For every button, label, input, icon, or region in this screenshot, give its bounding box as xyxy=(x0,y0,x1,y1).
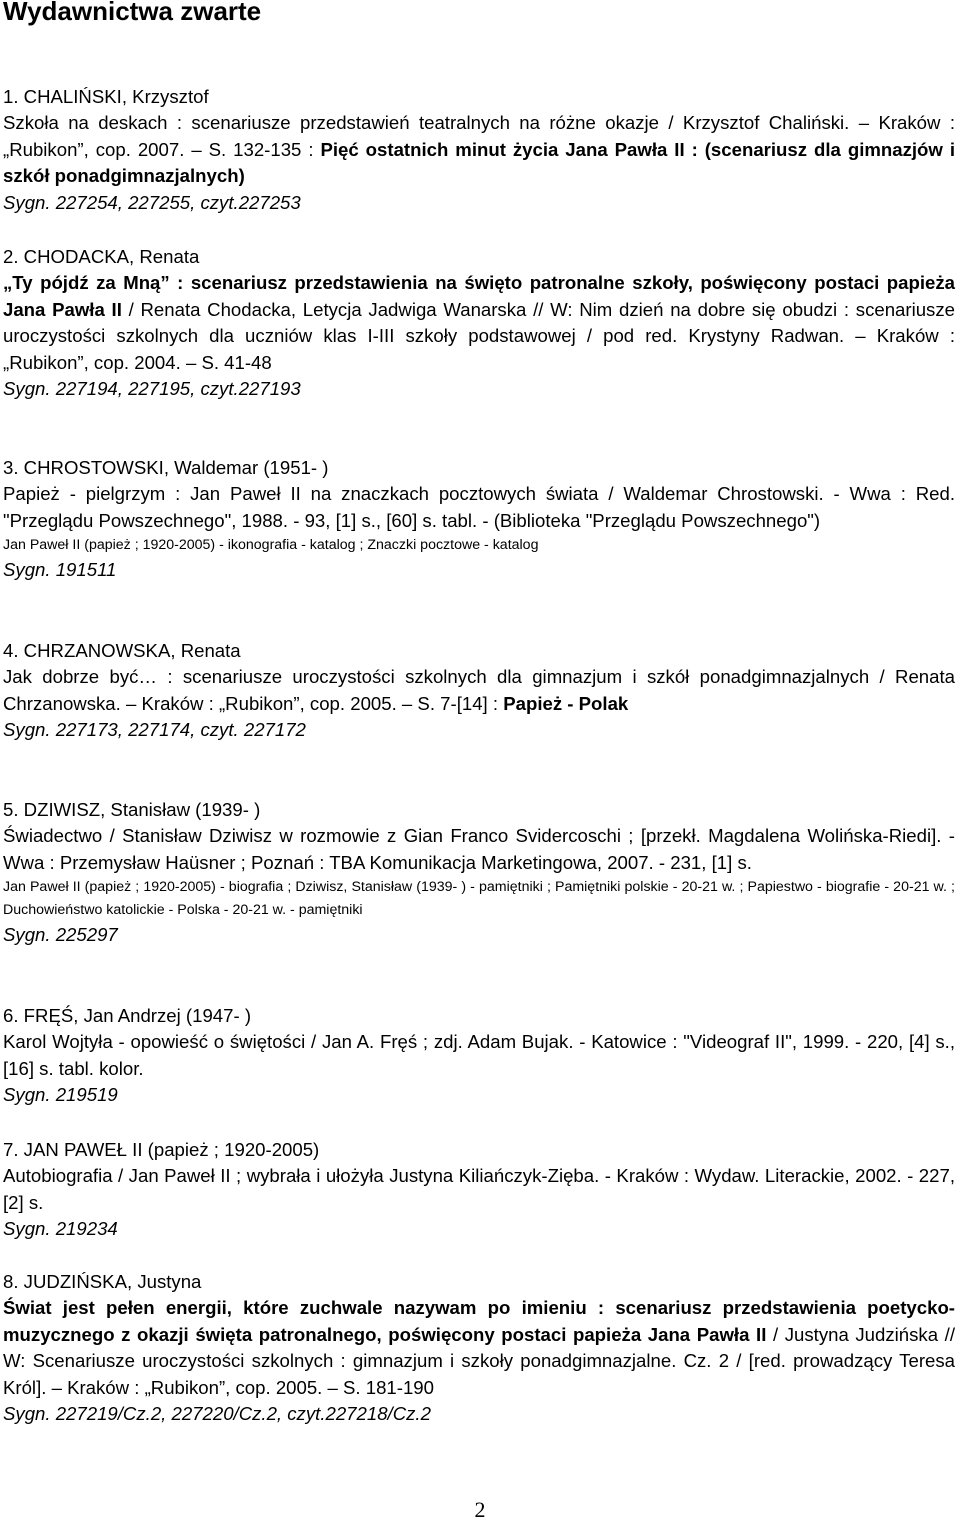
entry-description xyxy=(3,110,955,189)
entry-description: Autobiografia / Jan Paweł II ; wybrała i ułożyła Justyna Kiliańczyk-Zięba. - Kraków : Wydaw. Literackie, 2002. - 227, [2] s. xyxy=(3,1165,955,1213)
entry-description: Papież - pielgrzym : Jan Paweł II na znaczkach pocztowych świata / Waldemar Chrostowski. - Wwa : Red. "Przeglądu Powszechnego", 1988. - 93, [1] s., [60] s. tabl. - (Biblioteka "Przeglądu Powszechnego") xyxy=(3,483,955,531)
bibliography-entry xyxy=(3,638,955,744)
bibliography-entry xyxy=(3,1137,955,1243)
entry-text: / Renata Chodacka, Letycja Jadwiga Wanarska // W: Nim dzień na dobre się obudzi : scenariusze uroczystości szkolnych dla uczniów klas I-III szkoły podstawowej / pod red. Krystyny Radwan. – Kraków : „Rubikon”, cop. 2004. – S. 41-48 xyxy=(3,298,955,373)
entry-shelfmark: Sygn. 227254, 227255, czyt.227253 xyxy=(3,191,301,213)
bibliography-entry xyxy=(3,1003,955,1109)
entry-author: 7. JAN PAWEŁ II (papież ; 1920-2005) xyxy=(3,1139,320,1160)
entry-bold-title: Papież - Polak xyxy=(503,692,629,714)
entry-shelfmark: Sygn. 219519 xyxy=(3,1084,118,1106)
bibliography-entry xyxy=(3,244,955,402)
bibliography-entry xyxy=(3,455,955,584)
entry-description xyxy=(3,270,955,376)
entry-author: 4. CHRZANOWSKA, Renata xyxy=(3,640,241,661)
page-number: 2 xyxy=(474,1497,486,1522)
entry-author: 2. CHODACKA, Renata xyxy=(3,246,200,267)
entry-shelfmark: Sygn. 227173, 227174, czyt. 227172 xyxy=(3,719,306,741)
entry-shelfmark: Sygn. 219234 xyxy=(3,1218,118,1240)
entry-description xyxy=(3,1295,955,1401)
entry-text: / Justyna Judzińska // W: Scenariusze uroczystości szkolnych : gimnazjum i szkoły ponadgimnazjalne. Cz. 2 / [red. prowadzący Teresa Król]. – Kraków : „Rubikon”, cop. 2005. – S. 181-190 xyxy=(3,1323,955,1398)
entry-shelfmark: Sygn. 227194, 227195, czyt.227193 xyxy=(3,378,301,400)
entry-text: Szkoła na deskach : scenariusze przedstawień teatralnych na różne okazje / Krzysztof Chaliński. – Kraków : „Rubikon”, cop. 2007. – S. 132-135 : xyxy=(3,112,955,160)
entry-bold-title: Świat jest pełen energii, które zuchwale nazywam po imieniu : scenariusz przedstawienia poetycko-muzycznego z okazji święta patronalnego, poświęcony postaci papieża Jana Pawła II xyxy=(3,1297,955,1345)
entry-author: 1. CHALIŃSKI, Krzysztof xyxy=(3,86,209,107)
bibliography-entry xyxy=(3,84,955,216)
entry-bold-title: „Ty pójdź za Mną” : scenariusz przedstawienia na święto patronalne szkoły, poświęcony postaci papieża Jana Pawła II xyxy=(3,272,955,320)
entry-subjects: Jan Paweł II (papież ; 1920-2005) - biografia ; Dziwisz, Stanisław (1939- ) - pamiętniki ; Pamiętniki polskie - 20-21 w. ; Papiestwo - biografie - 20-21 w. ; Duchowieństwo katolickie - Polska - 20-21 w. - pamiętniki xyxy=(3,879,955,919)
bibliography-entry xyxy=(3,797,955,949)
bibliography-entry xyxy=(3,1269,955,1427)
entry-author: 8. JUDZIŃSKA, Justyna xyxy=(3,1271,202,1292)
entry-bold-title: Pięć ostatnich minut życia Jana Pawła II : (scenariusz dla gimnazjów i szkół ponadgimnazjalnych) xyxy=(3,138,955,187)
entry-author: 6. FRĘŚ, Jan Andrzej (1947- ) xyxy=(3,1005,252,1026)
section-heading: Wydawnictwa zwarte xyxy=(3,0,262,26)
entry-text: Jak dobrze być… : scenariusze uroczystości szkolnych dla gimnazjum i szkół ponadgimnazjalnych / Renata Chrzanowska. – Kraków : „Rubikon”, cop. 2005. – S. 7-[14] : xyxy=(3,666,955,714)
entry-author: 5. DZIWISZ, Stanisław (1939- ) xyxy=(3,799,261,820)
entry-description xyxy=(3,664,955,717)
entry-shelfmark: Sygn. 227219/Cz.2, 227220/Cz.2, czyt.227218/Cz.2 xyxy=(3,1403,431,1425)
entry-author: 3. CHROSTOWSKI, Waldemar (1951- ) xyxy=(3,457,329,478)
entry-shelfmark: Sygn. 225297 xyxy=(3,924,118,946)
entry-description: Świadectwo / Stanisław Dziwisz w rozmowie z Gian Franco Svidercoschi ; [przekł. Magdalena Wolińska-Riedi]. - Wwa : Przemysław Haüsner ; Poznań : TBA Komunikacja Marketingowa, 2007. - 231, [1] s. xyxy=(3,825,955,873)
entry-subjects: Jan Paweł II (papież ; 1920-2005) - ikonografia - katalog ; Znaczki pocztowe - katalog xyxy=(3,537,539,554)
entry-description: Karol Wojtyła - opowieść o świętości / Jan A. Fręś ; zdj. Adam Bujak. - Katowice : "Videograf II", 1999. - 220, [4] s., [16] s. tabl. kolor. xyxy=(3,1031,955,1079)
entry-shelfmark: Sygn. 191511 xyxy=(3,559,117,581)
